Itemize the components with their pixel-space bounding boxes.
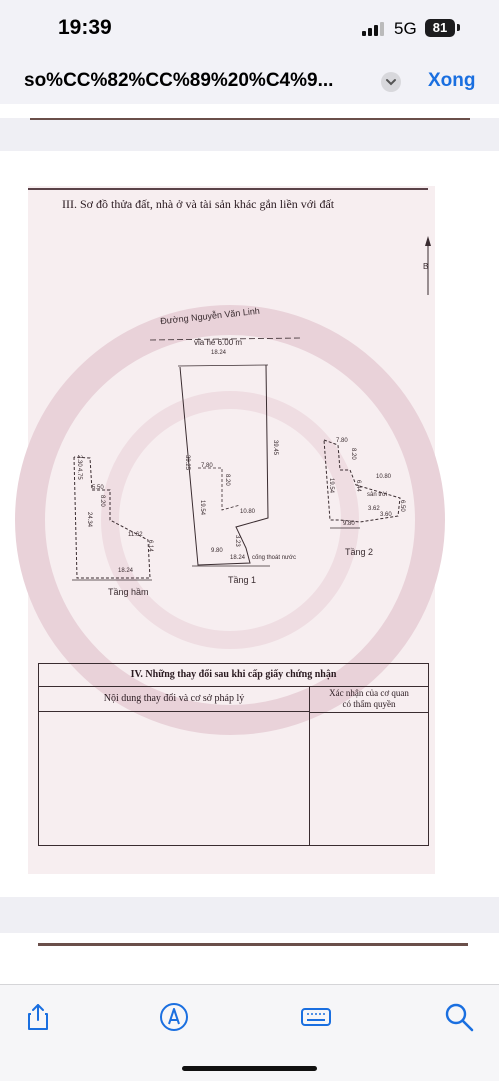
dim-floor1-left: 39.25	[184, 455, 190, 471]
dim-floor2-i: 9.80	[343, 521, 355, 527]
dim-basement-b: 4.75	[76, 468, 82, 480]
network-label: 5G	[394, 19, 417, 38]
dim-floor2-a: 7.80	[336, 438, 348, 444]
street-label: Đường Nguyễn Văn Linh	[159, 305, 261, 327]
search-icon[interactable]	[443, 1001, 475, 1033]
floor2-label: Tầng 2	[345, 547, 374, 557]
changes-table	[38, 663, 429, 846]
column-header-confirmation	[310, 687, 428, 713]
column-header-confirmation-line1: Xác nhận của cơ quan	[329, 688, 409, 698]
dim-basement-g: 6.14	[147, 540, 153, 552]
sidewalk-label: vỉa hè 6.00 m	[194, 338, 243, 347]
keyboard-icon[interactable]	[300, 1001, 332, 1033]
done-button[interactable]: Xong	[428, 70, 476, 91]
section3-title: III. Sơ đồ thửa đất, nhà ở và tài sản khác gắn liền với đất	[62, 197, 335, 211]
status-time: 19:39	[58, 16, 112, 39]
column-divider	[309, 712, 310, 845]
dim-floor1-b: 8.20	[224, 474, 230, 486]
dim-floor2-h: 3.60	[380, 512, 392, 518]
dim-floor1-d: 10.80	[240, 509, 256, 515]
dim-floor2-c: 10.80	[376, 474, 392, 480]
dim-basement-h: 18.24	[118, 568, 134, 574]
dim-basement-d: 8.20	[99, 495, 105, 507]
column-header-confirmation-line2: có thẩm quyền	[342, 699, 396, 709]
battery-icon: 81	[425, 19, 455, 37]
dim-floor1-g: 18.24	[230, 555, 246, 561]
dim-floor1-c: 19.54	[199, 500, 205, 516]
dim-floor2-d: 19.54	[328, 478, 334, 494]
basement-label: Tầng hầm	[108, 587, 149, 597]
section4-title: IV. Những thay đổi sau khi cấp giấy chứng nhận	[39, 664, 428, 687]
drain-note: cống thoát nước	[252, 555, 296, 561]
north-label: B	[423, 262, 429, 271]
dim-floor2-g: 3.62	[368, 506, 380, 512]
dim-floor1-a: 7.80	[201, 463, 213, 469]
markup-icon[interactable]	[158, 1001, 190, 1033]
dim-basement-c: 5.50	[92, 485, 104, 491]
share-icon[interactable]	[22, 1001, 54, 1033]
home-indicator[interactable]	[182, 1066, 317, 1071]
courtyard-label: sân trời	[367, 492, 388, 498]
dim-basement-e: 24.34	[86, 512, 92, 528]
dim-floor1-f: 9.80	[211, 548, 223, 554]
dim-floor1-right: 39.45	[272, 440, 278, 456]
dim-floor1-e: 3.23	[234, 535, 240, 547]
dim-floor2-e: 6.44	[355, 480, 361, 492]
dim-basement-f: 11.62	[128, 532, 143, 538]
floor1-label: Tầng 1	[228, 575, 257, 585]
document-title[interactable]: so%CC%82%CC%89%20%C4%9...	[24, 70, 334, 91]
dim-basement-a: 2.30	[76, 455, 82, 467]
dim-floor2-f: 6.50	[399, 500, 405, 512]
dim-floor1-front: 18.24	[211, 350, 227, 356]
dim-floor2-b: 8.20	[350, 448, 356, 460]
column-header-content: Nội dung thay đổi và cơ sở pháp lý	[39, 687, 310, 712]
